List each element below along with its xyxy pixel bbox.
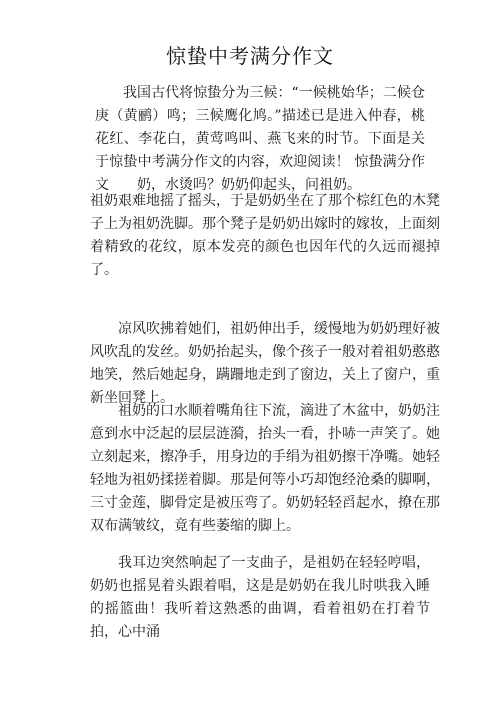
body-paragraph: 祖奶的口水顺着嘴角往下流，滴进了木盆中，奶奶注意到水中泛起的层层涟漪，抬头一看，扑哧一声笑了。她立刻起来，擦净手，用身边的手绢为祖奶擦干净嘴。她轻轻地为祖奶揉搓着脚。那是何等小巧却饱经沧桑的脚啊，三寸金莲，脚骨定是被压弯了。奶奶轻轻舀起水，撩在那双布满皱纹，竟有些萎缩的脚上。: [90, 403, 440, 534]
page-title: 惊蛰中考满分作文: [166, 44, 334, 68]
intro-paragraph: 我国古代将惊蛰分为三候：“一候桃始华；二候仓庚（黄鹂）鸣；三候鹰化鸠。”描述已是进入仲春，桃花红、李花白，黄莺鸣叫、燕飞来的时节。下面是关于惊蛰中考满分作文的内容，欢迎阅读！ 惊蛰满分作文 奶，水烫吗？奶奶仰起头，问祖奶。: [95, 85, 425, 193]
body-paragraph: 祖奶艰难地摇了摇头，于是奶奶坐在了那个棕红色的木凳子上为祖奶洗脚。那个凳子是奶奶出嫁时的嫁妆，上面刻着精致的花纹，原本发亮的颜色也因年代的久远而褪掉了。: [90, 193, 440, 278]
body-paragraph: 凉风吹拂着她们，祖奶伸出手，缓慢地为奶奶理好被风吹乱的发丝。奶奶抬起头，像个孩子一般对着祖奶憨憨地笑，然后她起身，蹒跚地走到了窗边，关上了窗户，重新坐回凳上。: [90, 321, 440, 406]
body-paragraph: 我耳边突然响起了一支曲子，是祖奶在轻轻哼唱，奶奶也摇晃着头跟着唱，这是是奶奶在我儿时哄我入睡的摇篮曲！我听着这熟悉的曲调，看着祖奶在打着节拍，心中涌: [90, 555, 430, 640]
